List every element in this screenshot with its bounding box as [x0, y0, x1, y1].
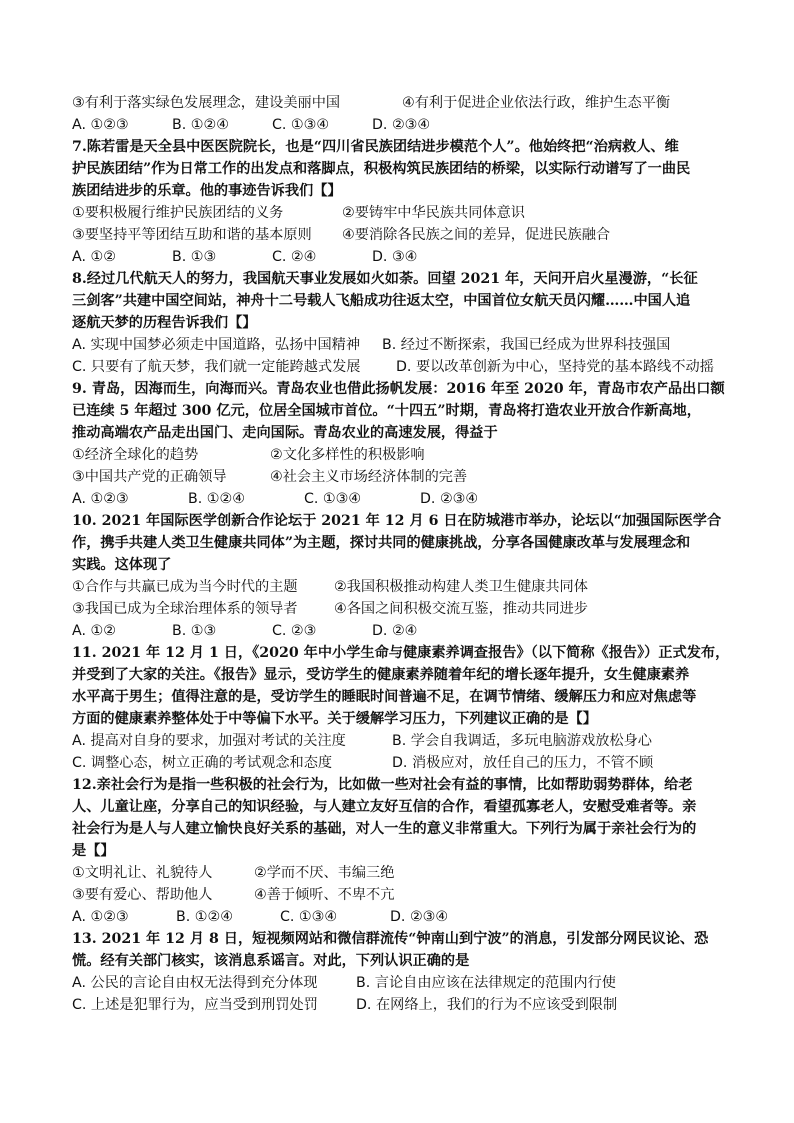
q7-answer-b[interactable]: B. ①③ [172, 249, 217, 265]
q11-choice-c[interactable]: C. 调整心态，树立正确的考试观念和态度 [72, 755, 333, 771]
question-content [72, 92, 732, 1016]
q11-stem-line-3: 水平高于男生；值得注意的是，受访学生的睡眠时间普遍不足，在调节情绪、缓解压力和应对焦虑等 [72, 689, 697, 705]
q12-statements-row-2 [72, 884, 732, 906]
q9-stem-line-3: 推动高端农产品走出国门、走向国际。青岛农业的高速发展，得益于 [72, 425, 498, 441]
q8-stem-line-2: 三剑客”共建中国空间站，神舟十二号载人飞船成功往返太空，中国首位女航天员闪耀……中国人追 [72, 293, 691, 309]
q13-choices-row-1 [72, 972, 732, 994]
q8-choice-b[interactable]: B. 经过不断探索，我国已经成为世界科技强国 [382, 337, 671, 353]
q9-statement-4: ④社会主义市场经济体制的完善 [270, 469, 468, 485]
q10-answer-d[interactable]: D. ②④ [372, 623, 418, 639]
q10-answer-b[interactable]: B. ①③ [172, 623, 217, 639]
q11-choice-b[interactable]: B. 学会自我调适，多玩电脑游戏放松身心 [392, 733, 652, 749]
q7-statements-row-2 [72, 224, 732, 246]
q10-statement-4: ④各国之间积极交流互鉴，推动共同进步 [334, 601, 588, 617]
q11-choices-row-1 [72, 730, 732, 752]
q8-stem-line-3: 逐航天梦的历程告诉我们【】 [72, 315, 257, 331]
q9-statement-2: ②文化多样性的积极影响 [270, 447, 425, 463]
q13-choice-a[interactable]: A. 公民的言论自由权无法得到充分体现 [72, 975, 318, 991]
q12-statements-row-1 [72, 862, 732, 884]
q10-statement-2: ②我国积极推动构建人类卫生健康共同体 [334, 579, 588, 595]
q7-statement-4: ④要消除各民族之间的差异，促进民族融合 [342, 227, 611, 243]
q8-choices-row-2 [72, 356, 732, 378]
q12-answer-c[interactable]: C. ①③④ [280, 909, 338, 925]
q8-stem-line-1: 8.经过几代航天人的努力，我国航天事业发展如火如荼。回望 2021 年，天问开启火星漫游，“长征 [72, 271, 698, 287]
q10-statements-row-1 [72, 576, 732, 598]
q7-stem-line-3: 族团结进步的乐章。他的事迹告诉我们【】 [72, 183, 342, 199]
q10-statements-row-2 [72, 598, 732, 620]
q7-answers [72, 246, 732, 268]
q9-stem-line-2: 已连续 5 年超过 300 亿元，位居全国城市首位。“十四五”时期，青岛将打造农业开放合作新高地， [72, 403, 701, 419]
q8-choice-a[interactable]: A. 实现中国梦必须走中国道路，弘扬中国精神 [72, 337, 361, 353]
q11-choice-a[interactable]: A. 提高对自身的要求，加强对考试的关注度 [72, 733, 346, 749]
q9-answer-a[interactable]: A. ①②③ [72, 491, 129, 507]
q6-statement-3: ③有利于落实绿色发展理念，建设美丽中国 [72, 95, 341, 111]
q13-stem-line-2: 慌。经有关部门核实，该消息系谣言。对此，下列认识正确的是 [72, 953, 470, 969]
q12-statement-1: ①文明礼让、礼貌待人 [72, 865, 213, 881]
q12-answer-a[interactable]: A. ①②③ [72, 909, 129, 925]
q12-stem-line-4: 是【】 [72, 843, 115, 859]
q7-statements-row-1 [72, 202, 732, 224]
q12-stem-line-2: 人、儿童让座，分享自己的知识经验，与人建立友好互信的合作，看望孤寡老人，安慰受难者等。亲 [72, 799, 697, 815]
q7-answer-c[interactable]: C. ②④ [272, 249, 317, 265]
q7-statement-1: ①要积极履行维护民族团结的义务 [72, 205, 284, 221]
q11-choice-d[interactable]: D. 消极应对，放任自己的压力，不管不顾 [392, 755, 654, 771]
q10-answer-c[interactable]: C. ②③ [272, 623, 317, 639]
q6-answer-b[interactable]: B. ①②④ [172, 117, 229, 133]
q6-answers [72, 114, 732, 136]
q10-stem-line-1: 10. 2021 年国际医学创新合作论坛于 2021 年 12 月 6 日在防城港市举办，论坛以“加强国际医学合 [72, 513, 722, 529]
q11-stem-line-2: 并受到了大家的关注。《报告》显示，受访学生的健康素养随着年纪的增长逐年提升，女生健康素养 [72, 667, 690, 683]
q7-stem-line-2: 护民族团结”作为日常工作的出发点和落脚点，积极构筑民族团结的桥梁，以实际行动谱写了一曲民 [72, 161, 691, 177]
q12-stem-line-3: 社会行为是人与人建立愉快良好关系的基础，对人一生的意义非常重大。下列行为属于亲社会行为的 [72, 821, 697, 837]
q9-answer-b[interactable]: B. ①②④ [188, 491, 245, 507]
q8-choice-c[interactable]: C. 只要有了航天梦，我们就一定能跨越式发展 [72, 359, 361, 375]
q10-answers [72, 620, 732, 642]
q10-stem-line-3: 实践。这体现了 [72, 557, 172, 573]
q7-answer-d[interactable]: D. ③④ [372, 249, 418, 265]
q11-stem-line-4: 方面的健康素养整体处于中等偏下水平。关于缓解学习压力，下列建议正确的是【】 [72, 711, 597, 727]
q6-answer-a[interactable]: A. ①②③ [72, 117, 129, 133]
q10-statement-3: ③我国已成为全球治理体系的领导者 [72, 601, 298, 617]
q6-statement-4: ④有利于促进企业依法行政，维护生态平衡 [402, 95, 671, 111]
q9-statements-row-1 [72, 444, 732, 466]
q12-statement-4: ④善于倾听、不卑不亢 [254, 887, 395, 903]
q8-choices-row-1 [72, 334, 732, 356]
q8-choice-d[interactable]: D. 要以改革创新为中心，坚持党的基本路线不动摇 [396, 359, 714, 375]
q12-statement-2: ②学而不厌、韦编三绝 [254, 865, 395, 881]
q9-answer-c[interactable]: C. ①③④ [304, 491, 362, 507]
q13-choice-d[interactable]: D. 在网络上，我们的行为不应该受到限制 [356, 997, 618, 1013]
q13-choices-row-2 [72, 994, 732, 1016]
q12-answers [72, 906, 732, 928]
q10-answer-a[interactable]: A. ①② [72, 623, 116, 639]
q11-choices-row-2 [72, 752, 732, 774]
q11-stem-line-1: 11. 2021 年 12 月 1 日，《2020 年中小学生命与健康素养调查报告》（以下简称《报告》）正式发布， [72, 645, 730, 661]
q9-stem-line-1: 9. 青岛，因海而生，向海而兴。青岛农业也借此扬帆发展：2016 年至 2020 年，青岛市农产品出口额 [72, 381, 725, 397]
q9-statement-3: ③中国共产党的正确领导 [72, 469, 227, 485]
q7-stem-line-1: 7.陈若雷是天全县中医医院院长，也是“四川省民族团结进步模范个人”。他始终把“治病救人、维 [72, 139, 679, 155]
q13-stem-line-1: 13. 2021 年 12 月 8 日，短视频网站和微信群流传“钟南山到宁波”的消息，引发部分网民议论、恐 [72, 931, 709, 947]
q6-answer-d[interactable]: D. ②③④ [372, 117, 431, 133]
q7-statement-3: ③要坚持平等团结互助和谐的基本原则 [72, 227, 312, 243]
q6-statements-row [72, 92, 732, 114]
q10-statement-1: ①合作与共赢已成为当今时代的主题 [72, 579, 298, 595]
q10-stem-line-2: 作，携手共建人类卫生健康共同体”为主题，探讨共同的健康挑战，分享各国健康改革与发展理念和 [72, 535, 691, 551]
q7-statement-2: ②要铸牢中华民族共同体意识 [342, 205, 525, 221]
q9-answer-d[interactable]: D. ②③④ [420, 491, 479, 507]
q12-statement-3: ③要有爱心、帮助他人 [72, 887, 213, 903]
q13-choice-c[interactable]: C. 上述是犯罪行为，应当受到刑罚处罚 [72, 997, 318, 1013]
q9-answers [72, 488, 732, 510]
q12-answer-b[interactable]: B. ①②④ [176, 909, 233, 925]
q9-statement-1: ①经济全球化的趋势 [72, 447, 199, 463]
q12-answer-d[interactable]: D. ②③④ [390, 909, 449, 925]
q12-stem-line-1: 12.亲社会行为是指一些积极的社会行为，比如做一些对社会有益的事情，比如帮助弱势群体，给老 [72, 777, 693, 793]
q13-choice-b[interactable]: B. 言论自由应该在法律规定的范围内行使 [356, 975, 616, 991]
q7-answer-a[interactable]: A. ①② [72, 249, 116, 265]
q6-answer-c[interactable]: C. ①③④ [272, 117, 330, 133]
q9-statements-row-2 [72, 466, 732, 488]
